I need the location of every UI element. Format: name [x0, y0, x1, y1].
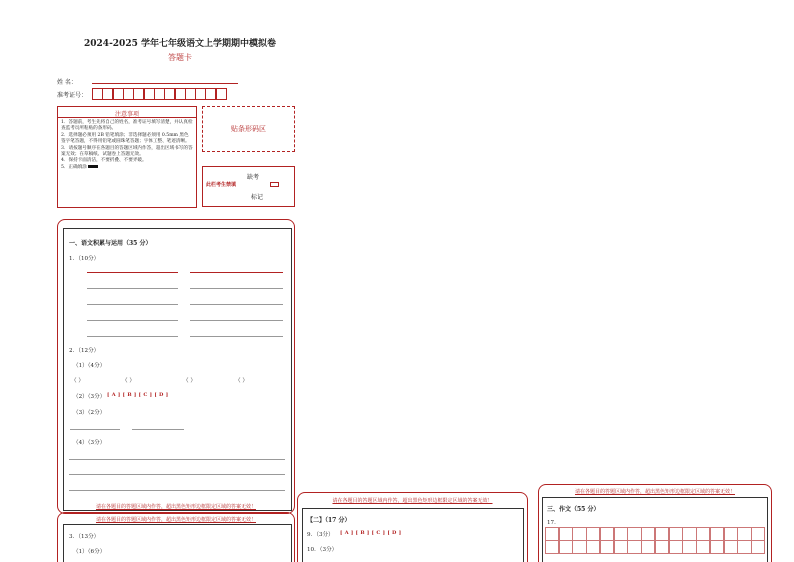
q2-1-blank[interactable]: （ ）: [183, 378, 196, 384]
q2-1-label: （1）（4分）: [73, 363, 106, 369]
notice-item: 3．请按题号顺序在各题目的答题区域内作答，超出区域书写的答案无效；在草稿纸、试题卷上答题无效。: [61, 145, 193, 158]
section1-title: 一、语文积累与运用（35 分）: [69, 240, 152, 247]
q1-line[interactable]: [190, 304, 283, 305]
q2-2-options[interactable]: [ A ] [ B ] [ C ] [ D ]: [107, 392, 169, 398]
section1-answer-area[interactable]: [63, 228, 292, 511]
q10-label: 10．（3分）: [307, 547, 338, 553]
exam-title: 2024-2025 学年七年级语文上学期期中模拟卷: [84, 39, 276, 49]
q2-3-line[interactable]: [132, 429, 184, 430]
exam-id-label: 准考证号：: [57, 92, 88, 99]
absent-label-bottom: 标记: [251, 194, 264, 201]
q2-4-line[interactable]: [69, 459, 285, 460]
q3-label: 3．（13分）: [69, 534, 100, 540]
q9-label: 9．（3分）: [307, 532, 334, 538]
q2-4-label: （4）（3分）: [73, 440, 106, 446]
q3-1-label: （1）（6分）: [73, 549, 106, 555]
q2-2-label: （2）（3分）: [73, 394, 106, 400]
boundary-warning: 请在各题目的答题区域内作答，超出黑色矩形边框限定区域的答案无效！: [95, 504, 256, 510]
q1-line[interactable]: [190, 320, 283, 321]
q1-line[interactable]: [87, 288, 178, 289]
q9-options[interactable]: [ A ] [ B ] [ C ] [ D ]: [340, 530, 402, 536]
q1-line[interactable]: [87, 336, 178, 337]
boundary-warning: 请在各题目的答题区域内作答，超出黑色矩形边框限定区域的答案无效！: [574, 489, 735, 495]
notice-item: 4．保持卡面清洁，不要折叠、不要弄破。: [61, 158, 147, 164]
q2-3-label: （3）（2分）: [73, 410, 106, 416]
notice-box: [57, 106, 197, 208]
notice-item: 1．答题前，考生先将自己的姓名，准考证号填写清楚，并认真检查监考员所粘贴的条形码。: [61, 120, 193, 132]
notice-title: 注意事项: [58, 107, 196, 118]
section3-title: 三、作文（55 分）: [547, 506, 600, 513]
q2-3-line[interactable]: [70, 429, 120, 430]
section2-title: 【二】（17 分）: [307, 517, 351, 524]
name-label: 姓 名：: [57, 79, 77, 86]
q1-line[interactable]: [190, 288, 283, 289]
name-field[interactable]: [92, 78, 238, 84]
q17-label: 17．: [547, 520, 560, 526]
q3-answer-area[interactable]: [63, 524, 292, 562]
notice-item-fill-example: 5．正确填涂: [61, 165, 193, 171]
absent-checkbox[interactable]: [270, 182, 279, 187]
barcode-label: 贴条形码区: [231, 125, 266, 133]
filled-mark-example: [88, 165, 98, 168]
q1-line[interactable]: [87, 320, 178, 321]
barcode-area: [202, 106, 295, 152]
q1-line[interactable]: [87, 304, 178, 305]
notice-item: 2．选择题必须用 2B 铅笔填涂；非选择题必须用 0.5mm 黑色签字笔答题，不得用铅笔或圆珠笔答题；字体工整、笔迹清晰。: [61, 132, 190, 145]
q1-line[interactable]: [190, 336, 283, 337]
essay-grid[interactable]: [545, 527, 765, 554]
q2-1-blank[interactable]: （ ）: [122, 378, 135, 384]
boundary-warning: 请在各题目的答题区域内作答，超出黑色矩形边框限定区域的答案无效！: [332, 498, 493, 504]
boundary-warning: 请在各题目的答题区域内作答，超出黑色矩形边框限定区域的答案无效！: [95, 517, 256, 523]
absent-mark-box: [202, 166, 295, 207]
answer-sheet-subtitle: 答题卡: [168, 53, 192, 62]
exam-id-boxes[interactable]: [92, 88, 226, 100]
q2-4-line[interactable]: [69, 474, 285, 475]
q2-1-blank[interactable]: （ ）: [71, 378, 84, 384]
absent-label-top: 缺考: [247, 174, 260, 181]
q1-line[interactable]: [190, 272, 283, 273]
q1-label: 1．（10分）: [69, 256, 100, 262]
notice-list: [58, 118, 196, 173]
q2-4-line[interactable]: [69, 490, 285, 491]
q2-label: 2．（12分）: [69, 348, 100, 354]
q1-line[interactable]: [87, 272, 178, 273]
absent-note: 此栏考生禁填: [206, 182, 237, 188]
q2-1-blank[interactable]: （ ）: [235, 378, 248, 384]
